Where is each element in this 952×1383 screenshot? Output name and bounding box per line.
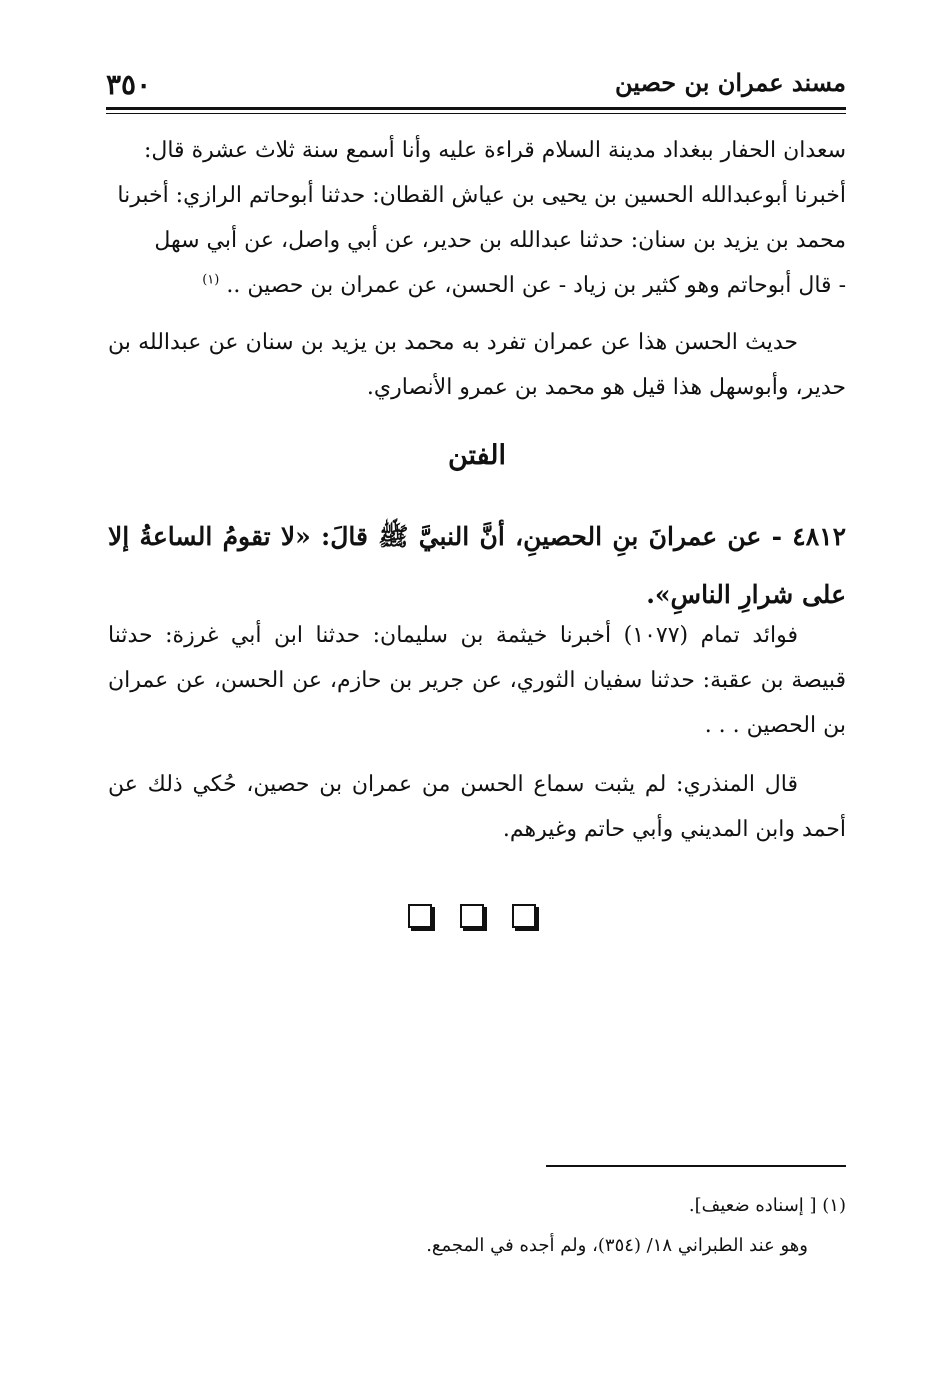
footnote-text: [ إسناده ضعيف]. [688,1195,817,1216]
source-paragraph [108,613,846,748]
footnote-item [300,1226,846,1266]
source-text: فوائد تمام (١٠٧٧) أخبرنا خيثمة بن سليمان: حدثنا ابن أبي غرزة: حدثنا قبيصة بن عقبة: حدثنا سفيان الثوري، عن جرير بن حازم، عن الحسن، عن عمران بن الحصين . . . [108,623,846,738]
text-line: محمد بن يزيد بن سنان: حدثنا عبدالله بن حدير، عن أبي واصل، عن أبي سهل [154,228,846,253]
text-line: أخبرنا أبوعبدالله الحسين بن يحيى بن عياش القطان: حدثنا أبوحاتم الرازي: أخبرنا [117,183,846,208]
square-box-icon [460,904,484,928]
page-number: ٣٥٠ [106,68,152,101]
text-line-last [108,263,846,308]
square-box-icon [512,904,536,928]
footnotes [300,1186,846,1266]
footnote-reference[interactable]: (١) [202,272,220,288]
text-line: - قال أبوحاتم وهو كثير بن زياد - عن الحسن، عن عمران بن حصين .. [226,273,846,298]
comment-text: حديث الحسن هذا عن عمران تفرد به محمد بن يزيد بن سنان عن عبدالله بن حدير، وأبوسهل هذا قيل هو محمد بن عمرو الأنصاري. [108,330,846,400]
header-rule [106,107,846,110]
hadith-paragraph [108,508,846,624]
header-rule-thin [106,113,846,114]
continuation-paragraph [108,128,846,308]
text-line: سعدان الحفار ببغداد مدينة السلام قراءة عليه وأنا أسمع سنة ثلاث عشرة قال: [143,138,846,163]
square-box-icon [408,904,432,928]
footnote-item [300,1186,846,1226]
comment-paragraph [108,320,846,410]
section-ornament [408,904,538,930]
footnote-marker: (١) [822,1195,846,1216]
hadith-text: ٤٨١٢ - عن عمرانَ بنِ الحصينِ، أنَّ النبيَّ ﷺ قالَ: «لا تقومُ الساعةُ إلا على شرارِ الناسِ». [108,522,846,609]
note-paragraph [108,762,846,852]
footnote-text: وهو عند الطبراني ١٨/ (٣٥٤)، ولم أجده في المجمع. [426,1235,808,1256]
running-title: مسند عمران بن حصين [614,68,846,97]
note-text: قال المنذري: لم يثبت سماع الحسن من عمران بن حصين، حُكي ذلك عن أحمد وابن المديني وأبي حاتم وغيرهم. [108,772,846,842]
section-heading: الفتن [447,440,507,471]
running-header [106,62,846,106]
footnote-separator [546,1165,846,1167]
